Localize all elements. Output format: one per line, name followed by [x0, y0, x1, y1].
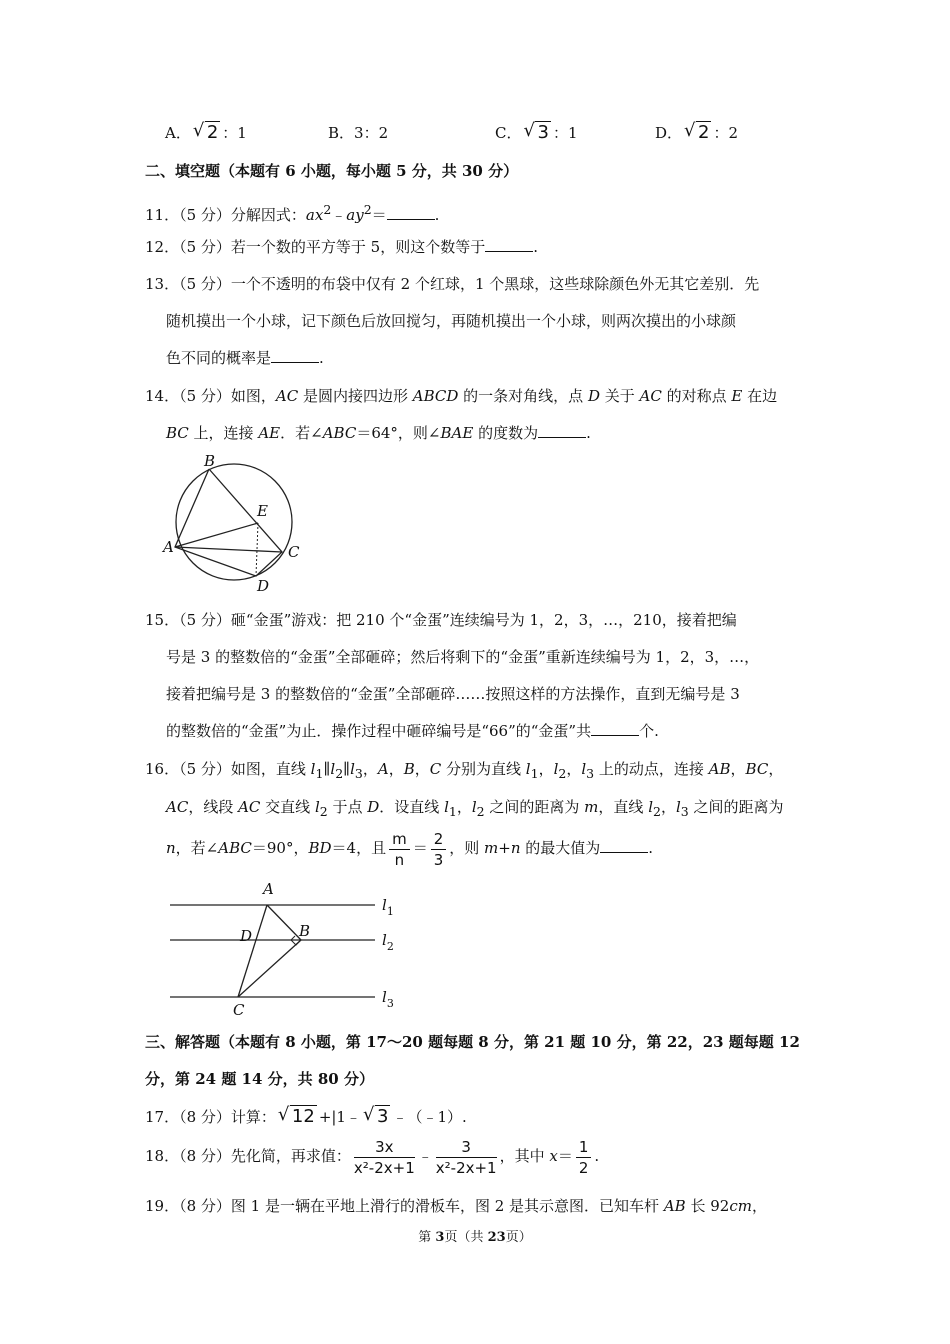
label-l1: $l_1$: [382, 896, 394, 918]
option-a-label: A．: [165, 124, 191, 142]
question-13-line2: 随机摸出一个小球，记下颜色后放回搅匀，再随机摸出一个小球，则两次摸出的小球颜: [166, 312, 737, 330]
question-12: 12．（5 分）若一个数的平方等于 5，则这个数等于 .: [145, 238, 538, 256]
option-d-label: D．: [655, 124, 683, 142]
answer-blank: [591, 721, 639, 736]
label-e: E: [257, 502, 268, 520]
option-d: [655, 122, 738, 144]
section3-title-line2: 分，第 24 题 14 分，共 80 分）: [145, 1070, 374, 1088]
figure-14-circle-diagram: [160, 455, 320, 595]
question-13-line1: 13．（5 分）一个不透明的布袋中仅有 2 个红球，1 个黑球，这些球除颜色外无其它差别．先: [145, 275, 760, 293]
question-15-line4: 的整数倍的“金蛋”为止．操作过程中砸碎编号是“66”的“金蛋”共 个.: [166, 722, 659, 740]
answer-blank: [387, 205, 435, 220]
label-l2: $l_2$: [382, 931, 394, 953]
section3-title-line1: 三、解答题（本题有 8 小题，第 17～20 题每题 8 分，第 21 题 10 分，第 22，23 题每题 12: [145, 1033, 800, 1051]
option-c-label: C．: [495, 124, 522, 142]
question-18: 18．（8 分）先化简，再求值： $\frac{3x}{\text{x²-2x+1}}$ ﹣ $\frac{3}{\text{x²-2x+1}}$ ，其中 x＝ $\frac{1}{2}$ .: [145, 1137, 600, 1177]
label-l3: $l_3$: [382, 988, 394, 1010]
label-a: A: [263, 880, 274, 898]
question-15-line1: 15．（5 分）砸“金蛋”游戏：把 210 个“金蛋”连续编号为 1，2，3，…，210，接着把编: [145, 611, 737, 629]
sqrt-3: √ 3: [523, 122, 550, 144]
label-d: D: [240, 927, 253, 945]
label-d: D: [257, 577, 270, 595]
diagonal-ac: [175, 547, 282, 552]
figure-16-parallel-lines: [160, 878, 410, 1020]
question-16-line3: n，若∠ABC＝90°，BD＝4，且 $\frac{m}{n}$ ＝ $\frac{2}{3}$ ，则 m+n 的最大值为 .: [166, 829, 654, 869]
answer-blank: [271, 348, 319, 363]
fraction-2: $\frac{3}{\text{x²-2x+1}}$: [435, 1137, 497, 1177]
page-footer: 第 3页（共 23页）: [418, 1230, 532, 1245]
question-16-line2: AC，线段 AC 交直线 $l_2$ 于点 D．设直线 $l_1$，$l_2$ 之间的距离为 m，直线 $l_2$，$l_3$ 之间的距离为: [166, 798, 784, 819]
option-d-rest: ：2: [713, 124, 739, 142]
option-b: B．3：2: [328, 124, 389, 142]
answer-blank: [538, 423, 586, 438]
option-a: [165, 122, 247, 144]
segment-ed: [256, 523, 258, 576]
sqrt-3: √ 3: [363, 1106, 390, 1128]
segment-ae: [175, 523, 258, 547]
fraction-half: $\frac{1}{2}$: [576, 1137, 592, 1178]
segment-ab: [267, 905, 301, 940]
answer-blank: [485, 237, 533, 252]
circle: [176, 464, 292, 580]
label-a: A: [163, 538, 174, 556]
fraction-m-over-n: $\frac{m}{n}$: [389, 829, 410, 870]
section2-title: 二、填空题（本题有 6 小题，每小题 5 分，共 30 分）: [145, 162, 519, 180]
sqrt-12: √ 12: [278, 1106, 317, 1128]
question-17: 17．（8 分）计算：√ 12 +|1﹣√ 3 ﹣（﹣1）.: [145, 1106, 467, 1128]
label-b: B: [204, 455, 216, 470]
question-13-line3: 色不同的概率是 .: [166, 349, 324, 367]
label-c: C: [233, 1001, 245, 1019]
option-c-rest: ：1: [552, 124, 578, 142]
label-c: C: [288, 543, 300, 561]
option-a-rest: ：1: [222, 124, 247, 142]
option-c: [495, 122, 577, 144]
sqrt-2b: √ 2: [684, 122, 711, 144]
answer-blank: [600, 838, 648, 853]
question-19: 19．（8 分）图 1 是一辆在平地上滑行的滑板车，图 2 是其示意图．已知车杆 AB 长 92cm，: [145, 1197, 767, 1215]
question-15-line2: 号是 3 的整数倍的“金蛋”全部砸碎；然后将剩下的“金蛋”重新连续编号为 1，2，3，…，: [166, 648, 760, 666]
question-14-line2: BC 上，连接 AE．若∠ABC＝64°，则∠BAE 的度数为 .: [166, 424, 591, 442]
fraction-2-over-3: $\frac{2}{3}$: [431, 829, 447, 870]
question-14-line1: 14．（5 分）如图，AC 是圆内接四边形 ABCD 的一条对角线，点 D 关于 AC 的对称点 E 在边: [145, 387, 778, 405]
sqrt-2: √ 2: [193, 122, 220, 144]
question-16-line1: 16．（5 分）如图，直线 $l_1\parallel l_2\parallel l_3$，A，B，C 分别为直线 $l_1$，$l_2$，$l_3$ 上的动点，连接 AB，BC，: [145, 760, 784, 781]
question-11: 11．（5 分）分解因式：$ax^2﹣ay^2=$ .: [145, 202, 440, 224]
question-15-line3: 接着把编号是 3 的整数倍的“金蛋”全部砸碎……按照这样的方法操作，直到无编号是 3: [166, 685, 740, 703]
quadrilateral: [175, 469, 282, 576]
fraction-1: $\frac{3x}{\text{x²-2x+1}}$: [353, 1137, 415, 1177]
label-b: B: [299, 922, 311, 940]
